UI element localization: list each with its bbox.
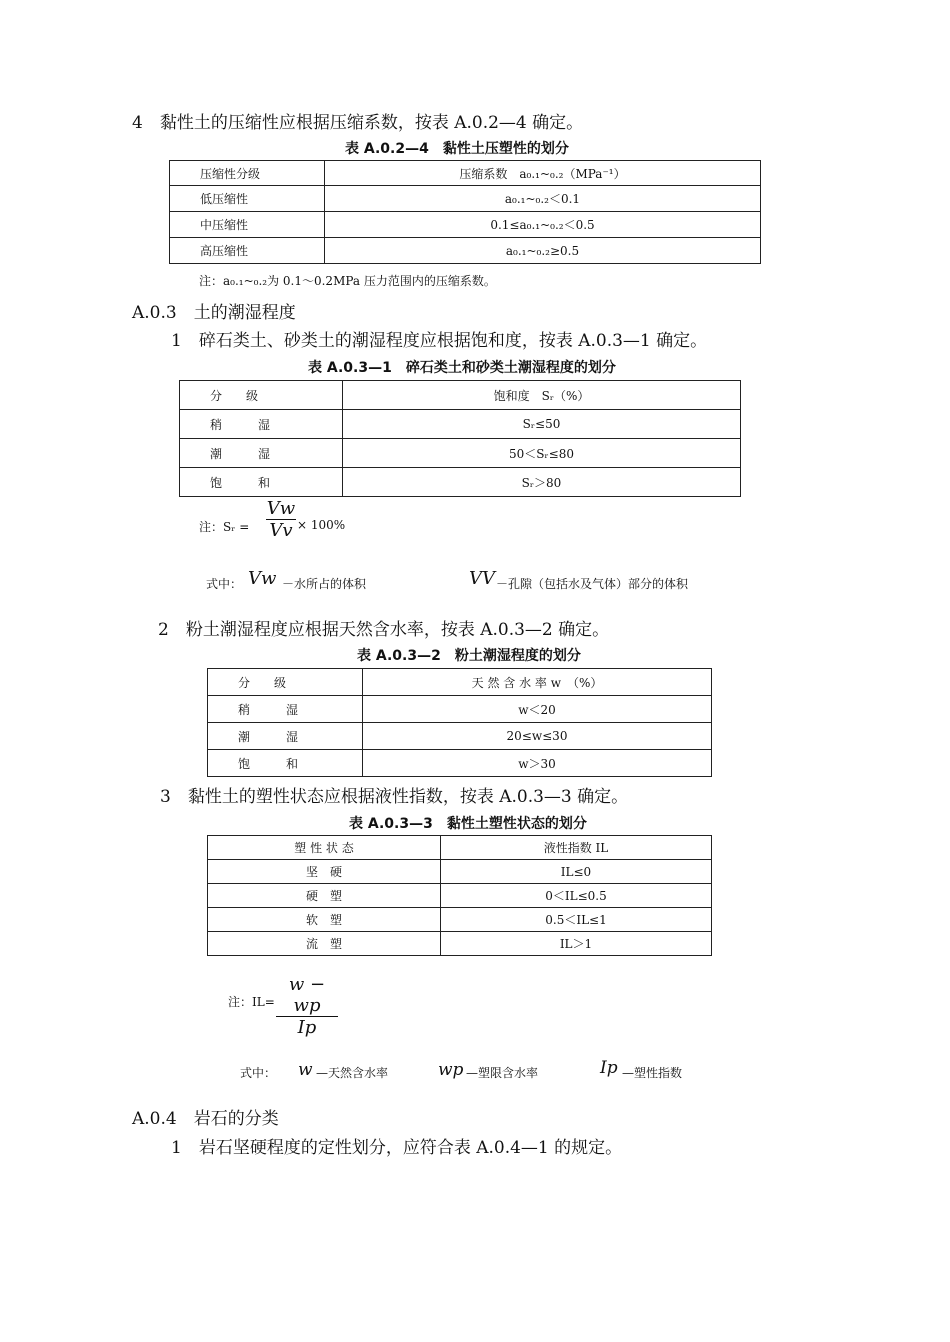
il-formula-numerator: w − wp [288,974,326,1016]
table-cell: 0.1≤a₀.₁~₀.₂＜0.5 [325,212,761,238]
table-row [208,723,712,750]
sr-where-label: 式中： [206,577,243,591]
table-row [170,186,761,212]
section-a04-heading: A.0.4 岩石的分类 [132,1109,279,1129]
table-header-cell: 塑 性 状 态 [208,836,441,860]
table-row [208,696,712,723]
table-cell: w＜20 [363,696,712,723]
sr-formula-prefix: 注：Sᵣ = [199,520,250,534]
table-a033 [207,835,712,956]
il-var-wp: wp [438,1060,464,1080]
sr-var-vw: Vw [248,568,277,589]
table-cell: 坚 硬 [208,860,441,884]
table-row [208,884,712,908]
table-a033-caption: 表 A.0.3—3 黏性土塑性状态的划分 [349,816,587,832]
paragraph-4: 4 黏性土的压缩性应根据压缩系数，按表 A.0.2—4 确定。 [132,113,584,133]
paragraph-a04-1: 1 岩石坚硬程度的定性划分，应符合表 A.0.4—1 的规定。 [171,1138,623,1158]
sr-var-vv: VV [469,568,495,589]
table-a031-caption: 表 A.0.3—1 碎石类土和砂类土潮湿程度的划分 [308,360,616,376]
paragraph-a03-1: 1 碎石类土、砂类土的潮湿程度应根据饱和度，按表 A.0.3—1 确定。 [171,331,708,351]
table-cell: Sᵣ＞80 [343,468,741,497]
table-cell: 饱 和 [208,750,363,777]
paragraph-a03-3: 3 黏性土的塑性状态应根据液性指数，按表 A.0.3—3 确定。 [160,787,629,807]
table-a024 [169,160,761,264]
sr-var-vv-desc: －孔隙（包括水及气体）部分的体积 [496,577,689,591]
table-cell: IL≤0 [441,860,712,884]
table-cell: 中压缩性 [170,212,325,238]
table-a024-note: 注：a₀.₁~₀.₂为 0.1～0.2MPa 压力范围内的压缩系数。 [199,274,496,288]
sr-formula-denominator: Vv [266,519,296,541]
table-row [208,932,712,956]
table-row [180,468,741,497]
table-cell: 低压缩性 [170,186,325,212]
il-formula-prefix: 注：IL= [228,995,275,1009]
table-row [170,238,761,264]
table-header-cell: 饱和度 Sᵣ（%） [343,381,741,410]
table-cell: 饱 和 [180,468,343,497]
table-cell: 稍 湿 [208,696,363,723]
table-cell: a₀.₁~₀.₂≥0.5 [325,238,761,264]
paragraph-a03-2: 2 粉土潮湿程度应根据天然含水率，按表 A.0.3—2 确定。 [158,620,610,640]
sr-formula-numerator: Vw [266,498,296,519]
table-cell: w＞30 [363,750,712,777]
table-cell: 50＜Sᵣ≤80 [343,439,741,468]
table-cell: 0＜IL≤0.5 [441,884,712,908]
table-a031 [179,380,741,497]
table-cell: 高压缩性 [170,238,325,264]
table-cell: 硬 塑 [208,884,441,908]
table-row [208,908,712,932]
table-a032-caption: 表 A.0.3—2 粉土潮湿程度的划分 [357,648,581,664]
il-formula-denominator: Ip [276,1016,338,1038]
table-row [208,750,712,777]
table-row [170,212,761,238]
il-var-ip-desc: —塑性指数 [622,1066,683,1080]
table-a024-caption: 表 A.0.2—4 黏性土压塑性的划分 [345,141,569,157]
table-cell: 流 塑 [208,932,441,956]
table-cell: 稍 湿 [180,410,343,439]
table-cell: 潮 湿 [208,723,363,750]
il-where-label: 式中： [240,1066,277,1080]
il-formula-fraction [276,974,338,1038]
table-header-cell: 液性指数 IL [441,836,712,860]
table-cell: Sᵣ≤50 [343,410,741,439]
table-a032 [207,668,712,777]
table-cell: 20≤w≤30 [363,723,712,750]
sr-formula-fraction [266,498,296,541]
section-a03-heading: A.0.3 土的潮湿程度 [132,303,296,323]
table-row [180,439,741,468]
sr-var-vw-desc: －水所占的体积 [282,577,367,591]
table-header-cell: 分 级 [208,669,363,696]
il-var-w: w [298,1060,313,1080]
table-header-cell: 压缩性分级 [170,161,325,186]
table-header-cell: 天 然 含 水 率 w （%） [363,669,712,696]
table-cell: 0.5＜IL≤1 [441,908,712,932]
table-row [180,410,741,439]
sr-formula-suffix: × 100% [297,518,346,532]
il-var-ip: Ip [600,1058,618,1078]
table-cell: a₀.₁~₀.₂＜0.1 [325,186,761,212]
table-row [208,860,712,884]
table-cell: 潮 湿 [180,439,343,468]
il-var-w-desc: —天然含水率 [316,1066,389,1080]
table-cell: 软 塑 [208,908,441,932]
table-header-cell: 分 级 [180,381,343,410]
il-var-wp-desc: —塑限含水率 [466,1066,539,1080]
table-cell: IL＞1 [441,932,712,956]
table-header-cell: 压缩系数 a₀.₁~₀.₂（MPa⁻¹） [325,161,761,186]
